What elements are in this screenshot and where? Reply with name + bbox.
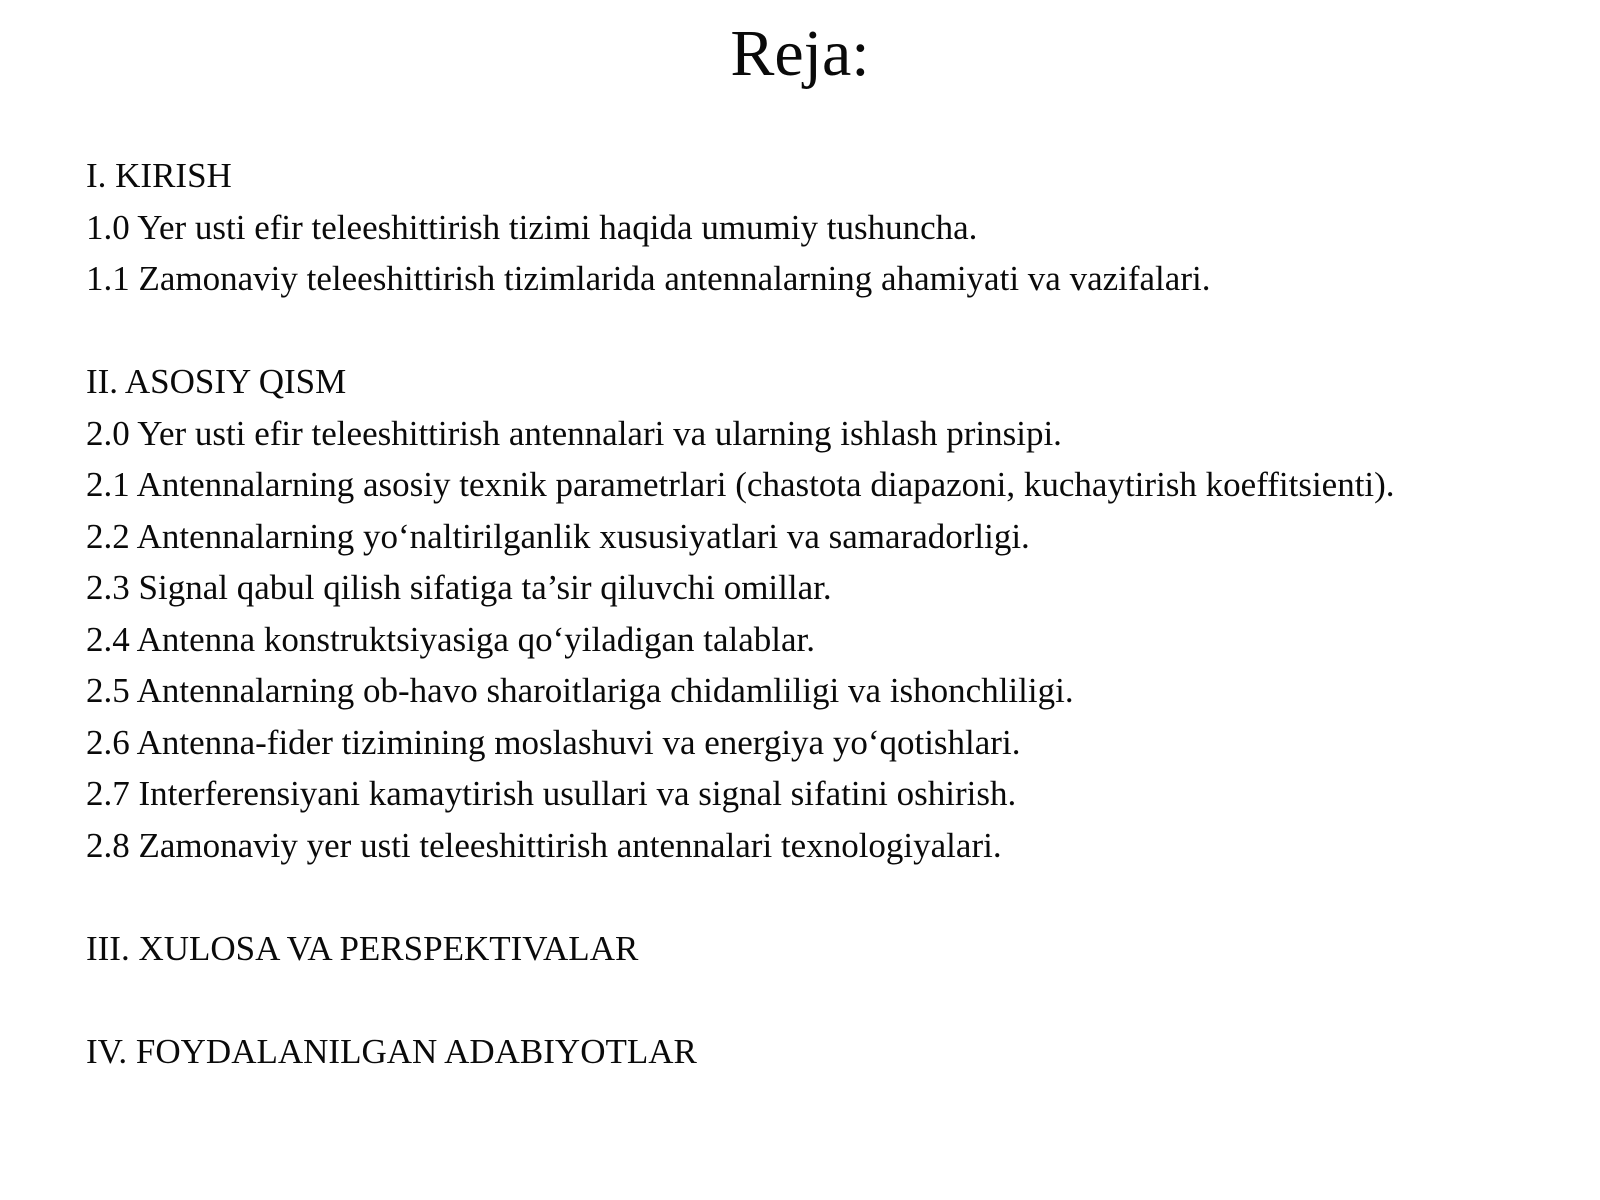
outline-item: 2.6 Antenna-fider tizimining moslashuvi va energiya yo‘qotishlari. — [86, 722, 1021, 762]
section-heading: III. XULOSA VA PERSPEKTIVALAR — [86, 928, 639, 968]
outline-item: 2.4 Antenna konstruktsiyasiga qo‘yiladigan talablar. — [86, 619, 816, 659]
page-title: Reja: — [730, 17, 870, 90]
outline-item: 1.0 Yer usti efir teleeshittirish tizimi haqida umumiy tushuncha. — [86, 207, 978, 247]
outline-item: 2.0 Yer usti efir teleeshittirish antennalari va ularning ishlash prinsipi. — [86, 413, 1062, 453]
section-kirish — [86, 150, 1540, 305]
section-heading: I. KIRISH — [86, 156, 232, 196]
section-adabiyotlar — [86, 1026, 1540, 1078]
section-heading: II. ASOSIY QISM — [86, 362, 347, 402]
section-asosiy-qism — [86, 356, 1540, 871]
outline-item: 2.7 Interferensiyani kamaytirish usullari va signal sifatini oshirish. — [86, 774, 1017, 814]
outline-item: 2.3 Signal qabul qilish sifatiga ta’sir qiluvchi omillar. — [86, 568, 832, 608]
section-xulosa — [86, 923, 1540, 975]
outline-item: 2.1 Antennalarning asosiy texnik parametrlari (chastota diapazoni, kuchaytirish koeffitsienti). — [86, 465, 1395, 505]
outline-item: 1.1 Zamonaviy teleeshittirish tizimlarida antennalarning ahamiyati va vazifalari. — [86, 259, 1211, 299]
outline — [86, 150, 1540, 1077]
outline-item: 2.2 Antennalarning yo‘naltirilganlik xususiyatlari va samaradorligi. — [86, 516, 1030, 556]
section-heading: IV. FOYDALANILGAN ADABIYOTLAR — [86, 1031, 697, 1071]
outline-item: 2.8 Zamonaviy yer usti teleeshittirish antennalari texnologiyalari. — [86, 825, 1002, 865]
outline-item: 2.5 Antennalarning ob-havo sharoitlariga chidamliligi va ishonchliligi. — [86, 671, 1074, 711]
